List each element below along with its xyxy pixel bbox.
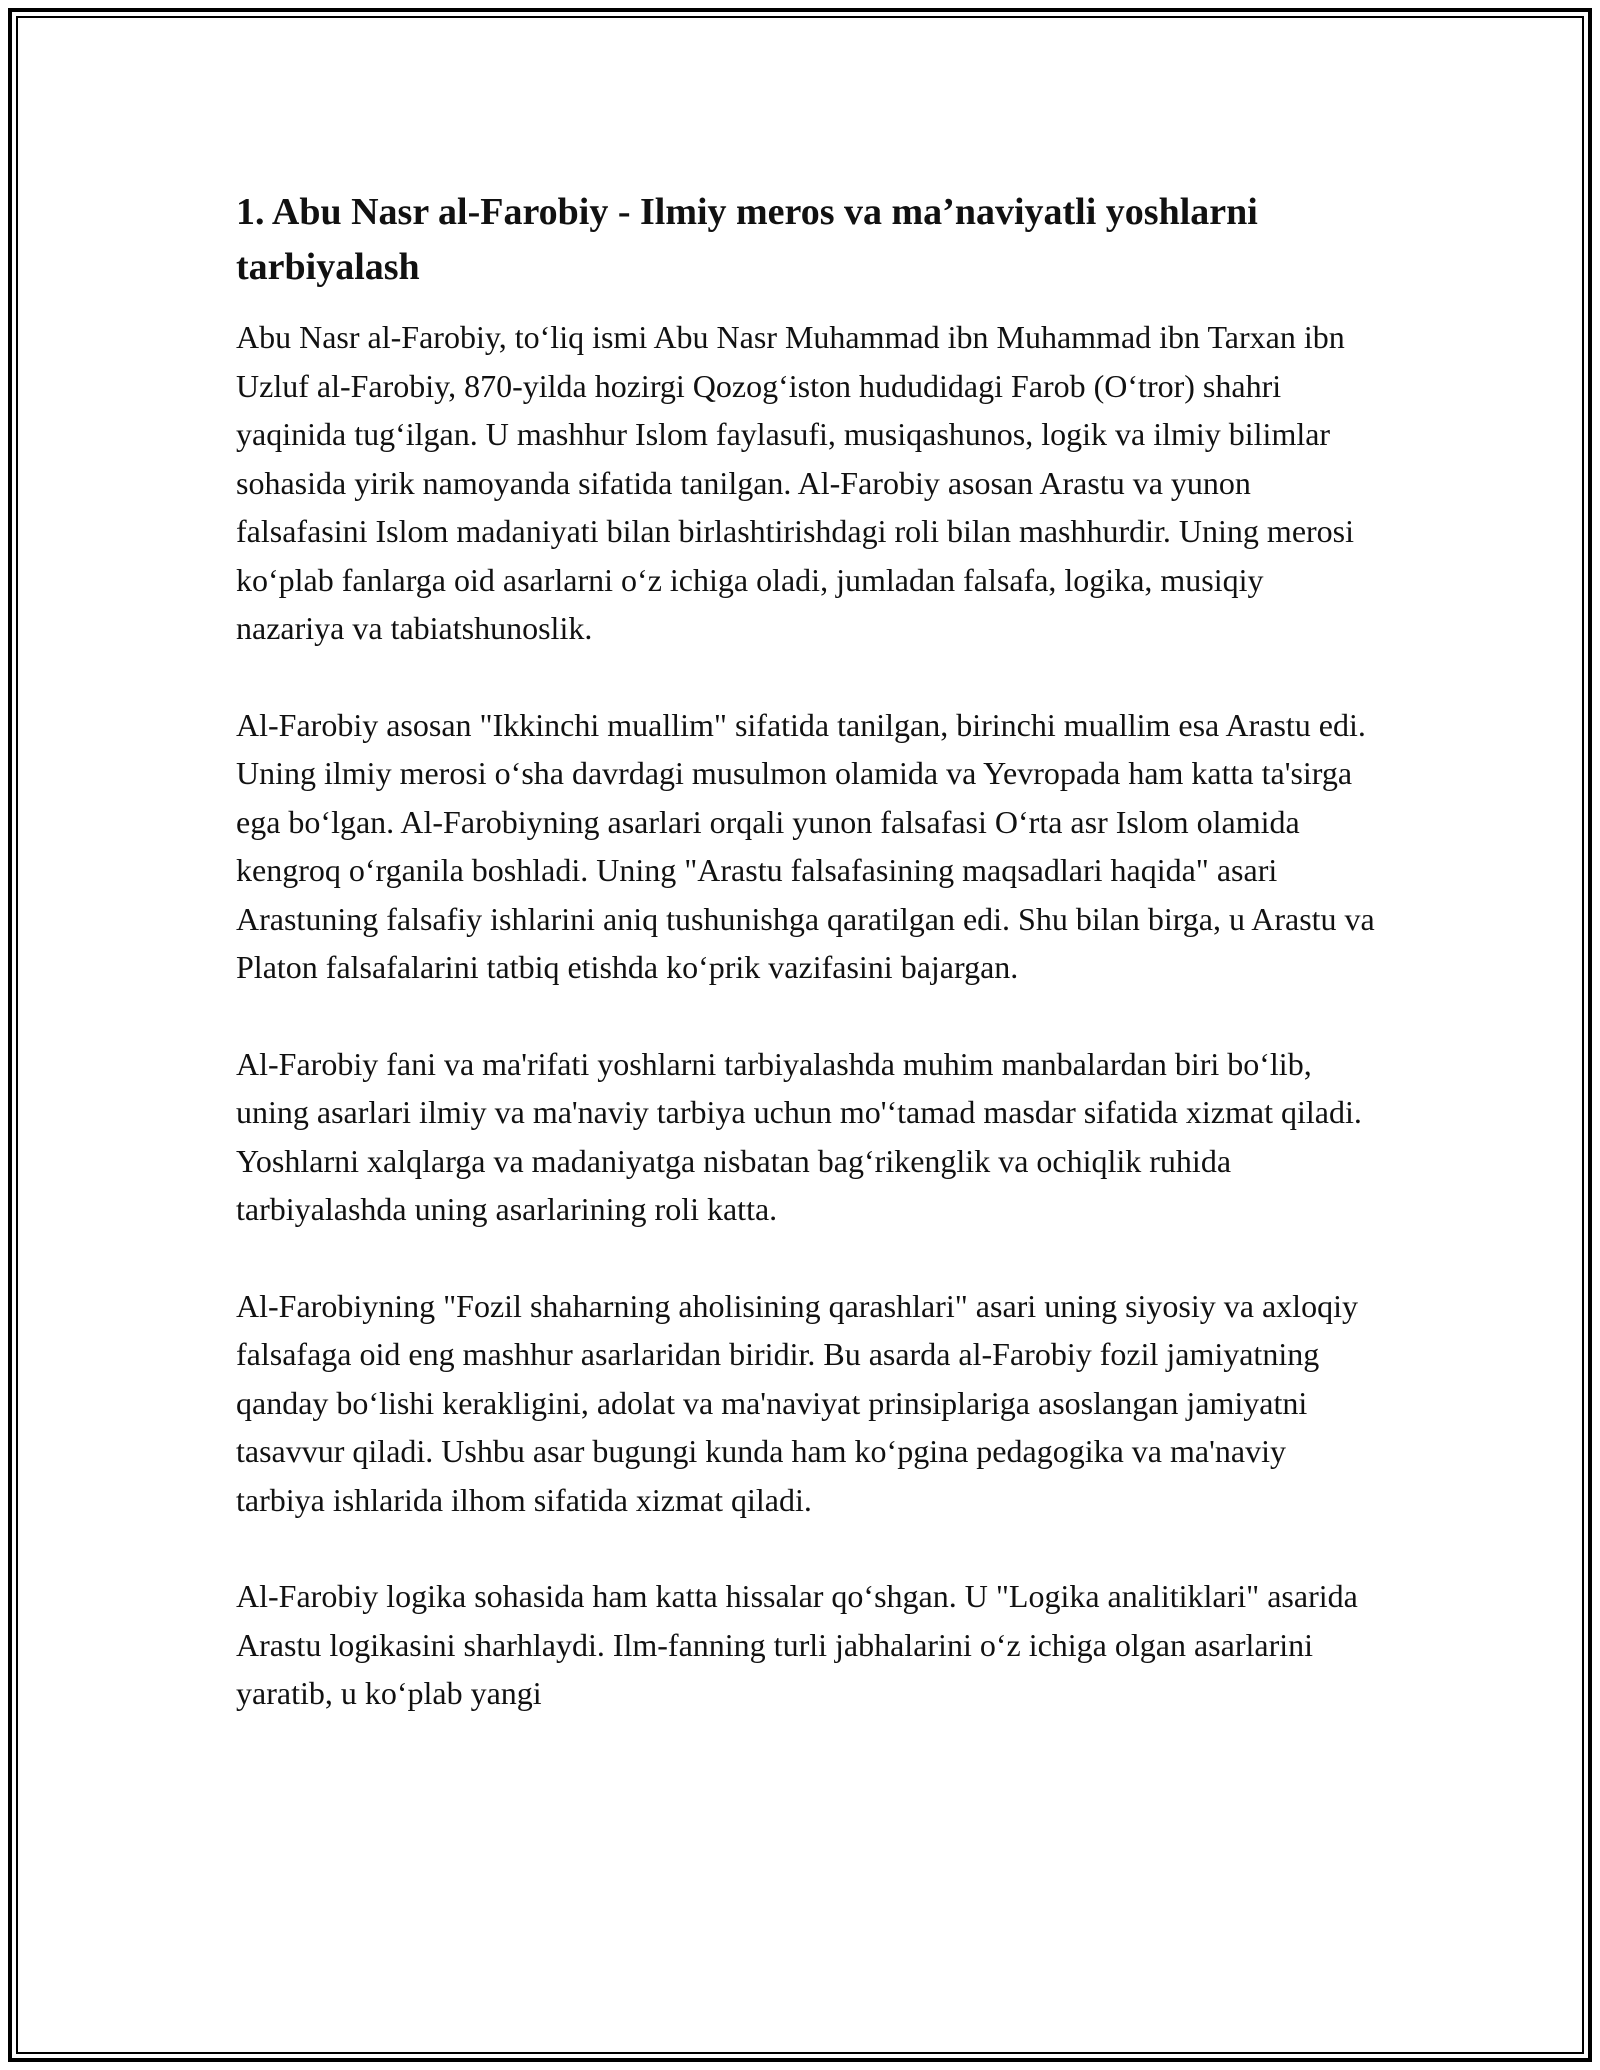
paragraph-2: Al-Farobiy asosan "Ikkinchi muallim" sifatida tanilgan, birinchi muallim esa Arastu edi. Uning ilmiy merosi o‘sha davrdagi musulmon olamida va Yevropada ham katta ta'sirga ega bo‘lgan. Al-Farobiyning asarlari orqali yunon falsafasi O‘rta asr Islom olamida kengroq o‘rganila boshladi. Uning "Arastu falsafasining maqsadlari haqida" asari Arastuning falsafiy ishlarini aniq tushunishga qaratilgan edi. Shu bilan birga, u Arastu va Platon falsafalarini tatbiq etishda ko‘prik vazifasini bajargan. <box>236 706 1375 985</box>
paragraph-3: Al-Farobiy fani va ma'rifati yoshlarni tarbiyalashda muhim manbalardan biri bo‘lib, uning asarlari ilmiy va ma'naviy tarbiya uchun mo'‘tamad masdar sifatida xizmat qiladi. Yoshlarni xalqlarga va madaniyatga nisbatan bag‘rikenglik va ochiqlik ruhida tarbiyalashda uning asarlarining roli katta. <box>236 1045 1362 1227</box>
paragraph-1: Abu Nasr al-Farobiy, to‘liq ismi Abu Nasr Muhammad ibn Muhammad ibn Tarxan ibn Uzluf al-Farobiy, 870-yilda hozirgi Qozog‘iston hududidagi Farob (O‘tror) shahri yaqinida tug‘ilgan. U mashhur Islom faylasufi, musiqashunos, logik va ilmiy bilimlar sohasida yirik namoyanda sifatida tanilgan. Al-Farobiy asosan Arastu va yunon falsafasini Islom madaniyati bilan birlashtirishdagi roli bilan mashhurdir. Uning merosi ko‘plab fanlarga oid asarlarni o‘z ichiga oladi, jumladan falsafa, logika, musiqiy nazariya va tabiatshunoslik. <box>236 319 1355 646</box>
paragraph-4: Al-Farobiyning "Fozil shaharning aholisining qarashlari" asari uning siyosiy va axloqiy falsafaga oid eng mashhur asarlaridan biridir. Bu asarda al-Farobiy fozil jamiyatning qanday bo‘lishi kerakligini, adolat va ma'naviyat prinsiplariga asoslangan jamiyatni tasavvur qiladi. Ushbu asar bugungi kunda ham ko‘pgina pedagogika va ma'naviy tarbiya ishlarida ilhom sifatida xizmat qiladi. <box>236 1287 1358 1518</box>
document-body <box>236 185 1376 1766</box>
section-heading: 1. Abu Nasr al-Farobiy - Ilmiy meros va ma’naviyatli yoshlarni tarbiyalash <box>236 191 1258 288</box>
paragraph-5: Al-Farobiy logika sohasida ham katta hissalar qo‘shgan. U "Logika analitiklari" asarida Arastu logikasini sharhlaydi. Ilm-fanning turli jabhalarini o‘z ichiga olgan asarlarini yaratib, u ko‘plab yangi <box>236 1578 1358 1711</box>
